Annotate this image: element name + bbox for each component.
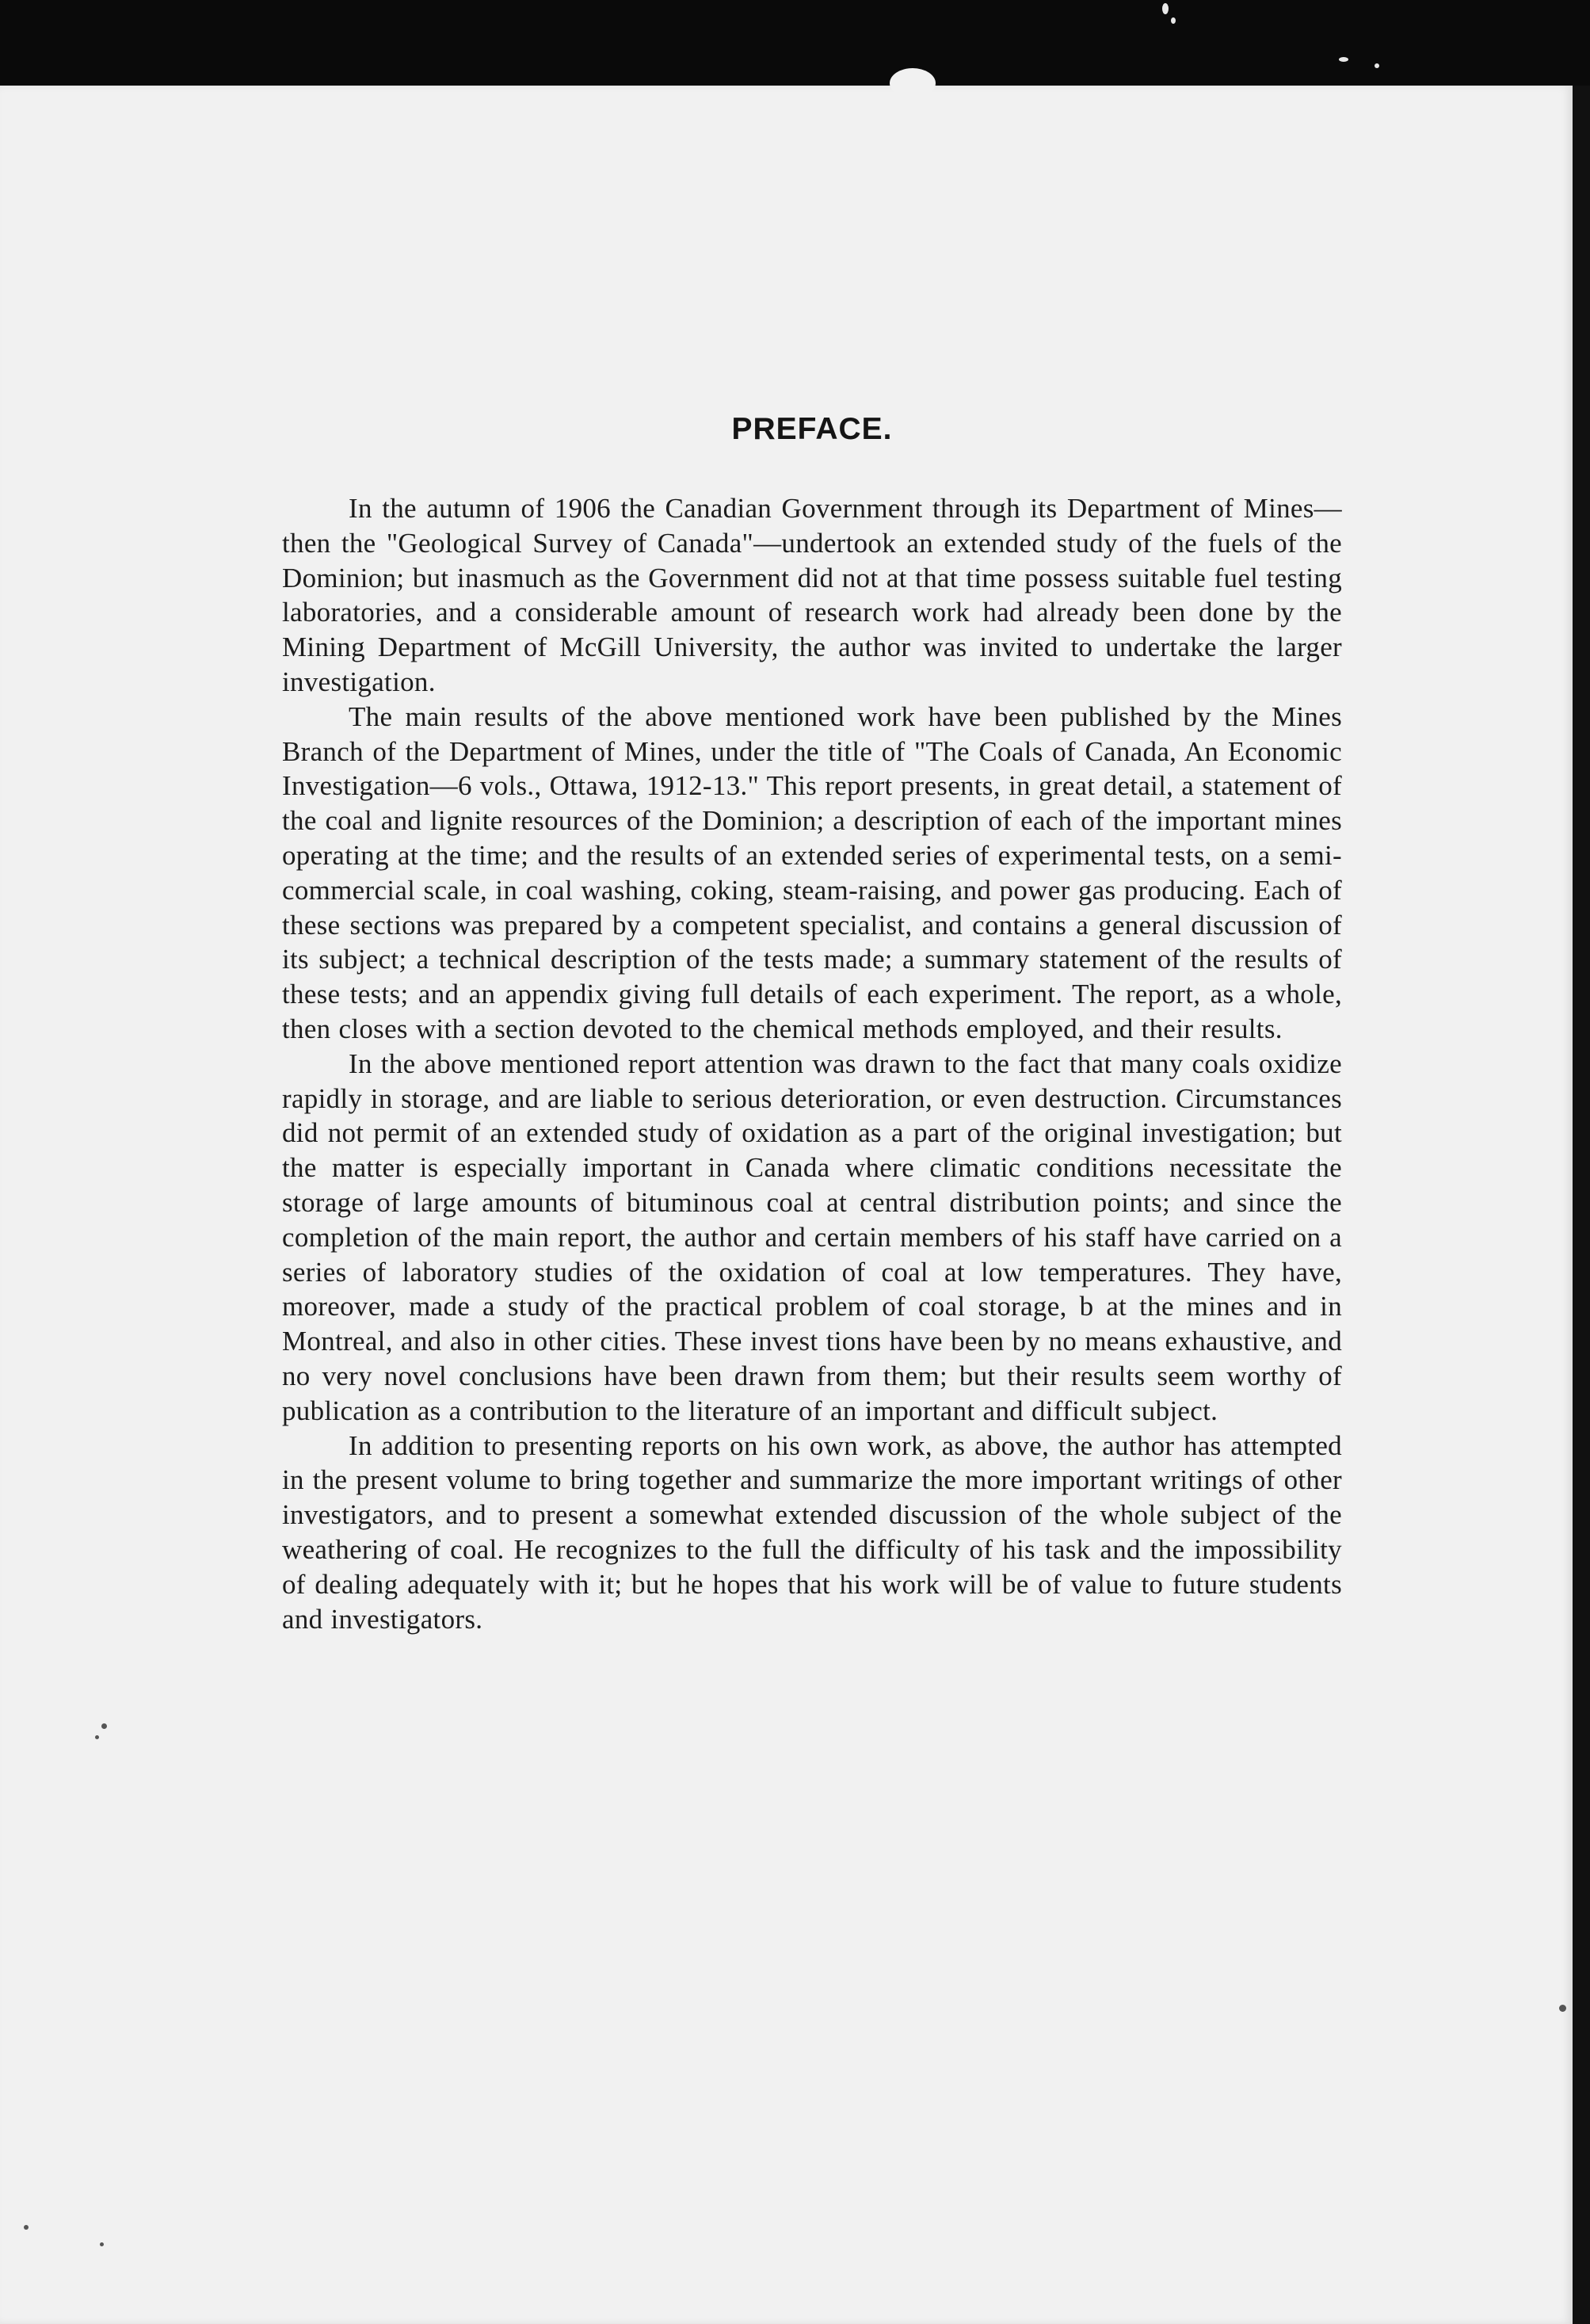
scan-speck [1162,3,1169,14]
scan-mark [890,68,936,98]
paragraph: In the autumn of 1906 the Canadian Government through its Department of Mines—then the "Geological Survey of Canada"—undertook an extended study of the fuels of the Dominion; but inasmuch as the Government did not at that time possess suitable fuel testing laboratories, and a considerable amount of research work had already been done by the Mining Department of McGill University, the author was invited to undertake the larger investigation. [282,493,1342,697]
document-body [282,412,1342,1636]
paragraph: In the above mentioned report attention was drawn to the fact that many coals oxidize rapidly in storage, and are liable to serious deterioration, or even destruction. Circumstances did not permit of an extended study of oxidation as a part of the original investigation; but the matter is especially important in Canada where climatic conditions necessitate the storage of large amounts of bituminous coal at central distribution points; and since the completion of the main report, the author and certain members of his staff have carried on a series of laboratory studies of the oxidation of coal at low temperatures. They have, moreover, made a study of the practical problem of coal storage, b at the mines and in Montreal, and also in other cities. These invest tions have been by no means exhaustive, and no very novel conclusions have been drawn from them; but their results seem worthy of publication as a contribution to the literature of an important and difficult subject. [282,1048,1342,1426]
scan-mark [1559,2005,1566,2012]
scan-mark [100,2242,104,2246]
scan-speck [1171,17,1176,24]
scan-background-top [0,0,1590,93]
scan-speck [1339,57,1348,62]
paragraph: The main results of the above mentioned work have been published by the Mines Branch of the Department of Mines, under the title of "The Coals of Canada, An Economic Investigation—6 vols., Ottawa, 1912-13." This report presents, in great detail, a statement of the coal and lignite resources of the Dominion; a description of each of the important mines operating at the time; and the results of an extended series of experimental tests, on a semi-commercial scale, in coal washing, coking, steam-raising, and power gas producing. Each of these sections was prepared by a competent specialist, and contains a general discussion of its subject; a technical description of the tests made; a summary statement of the results of these tests; and an appendix giving full details of each experiment. The report, as a whole, then closes with a section devoted to the chemical methods employed, and their results. [282,700,1342,1044]
page-title: PREFACE. [731,412,893,446]
paragraph: In addition to presenting reports on his own work, as above, the author has attempted in the present volume to bring together and summarize the more important writings of other investigators, and to present a somewhat extended discussion of the whole subject of the weathering of coal. He recognizes to the full the difficulty of his task and the impossibility of dealing adequately with it; but he hopes that his work will be of value to future students and investigators. [282,1429,1342,1635]
page-edge-shadow [1573,86,1590,2324]
scan-mark [95,1735,99,1739]
scan-speck [1375,63,1379,68]
scan-mark [24,2225,29,2230]
scan-mark [101,1723,107,1729]
